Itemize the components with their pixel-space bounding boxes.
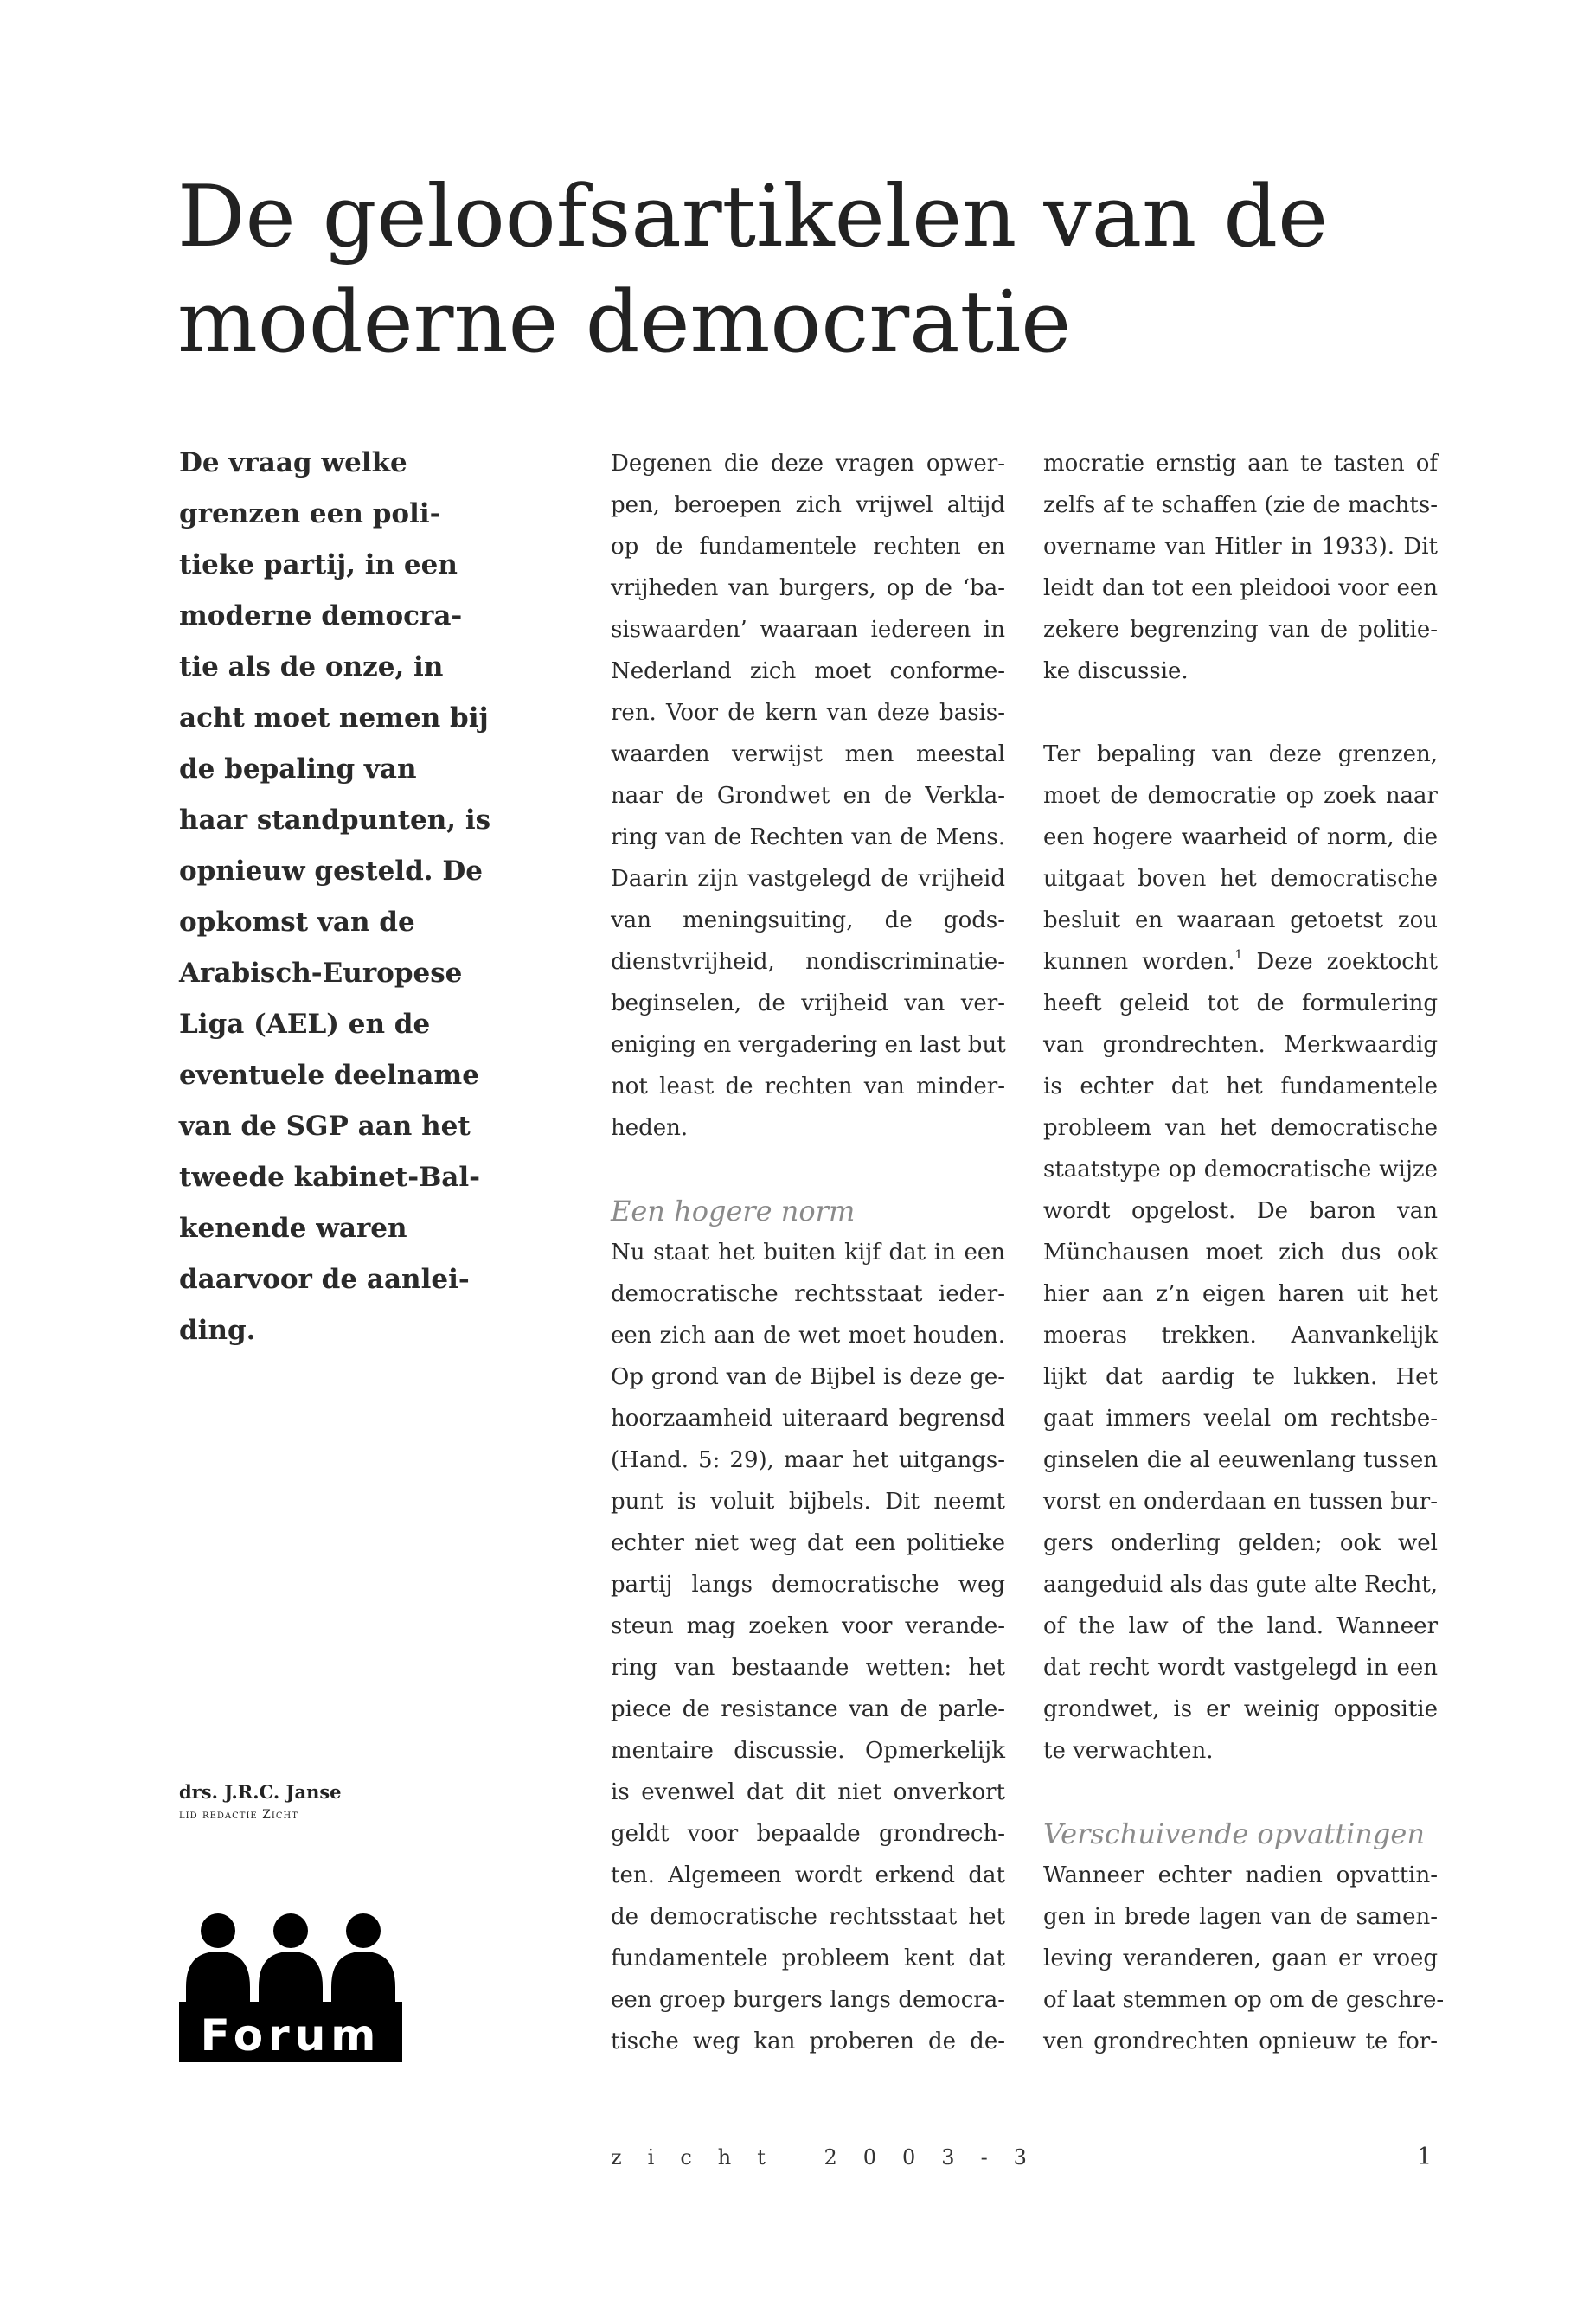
paragraph-line: of the law of the land. Wanneer [1043,1613,1438,1639]
paragraph-line: naar de Grondwet en de Verkla- [611,783,1005,809]
footer-page-number: 1 [1417,2144,1433,2170]
paragraph-line: eniging en vergadering en last but [611,1032,1006,1058]
paragraph-line: hier aan z’n eigen haren uit het [1043,1281,1438,1307]
paragraph-line: moet de democratie op zoek naar [1043,783,1438,809]
paragraph-line: democratische rechtsstaat ieder- [611,1281,1005,1307]
column2-paragraph-2 [611,1232,1005,2062]
paragraph-line: not least de rechten van minder- [611,1074,1005,1099]
intro-line: tieke partij, in een [179,549,458,580]
forum-people-icon [179,1913,402,2062]
forum-label: Forum [200,2010,381,2061]
paragraph-line: Münchausen moet zich dus ook [1043,1240,1438,1266]
article-title [177,164,1440,375]
paragraph-line: siswaarden’ waaraan iedereen in [611,617,1005,643]
paragraph-line: probleem van het democratische [1043,1115,1438,1141]
author-block [179,1780,439,1825]
paragraph-line: geldt voor bepaalde grondrech- [611,1821,1005,1847]
intro-line: tie als de onze, in [179,651,444,683]
paragraph-line: ven grondrechten opnieuw te for- [1043,2029,1438,2054]
paragraph-line: dat recht wordt vastgelegd in een [1043,1655,1438,1681]
paragraph-line: zelfs af te schaffen (zie de machts- [1043,492,1438,518]
paragraph-gap [1043,692,1438,734]
paragraph-line: grondwet, is er weinig oppositie [1043,1696,1438,1722]
intro-line: tweede kabinet-Bal- [179,1162,481,1193]
footer-magazine-issue: zicht 2003-3 [611,2145,1053,2170]
intro-line: kenende waren [179,1213,407,1244]
paragraph-line: waarden verwijst men meestal [611,741,1005,767]
paragraph-line: lijkt dat aardig te lukken. Het [1043,1364,1438,1390]
paragraph-line: wordt opgelost. De baron van [1043,1198,1438,1224]
paragraph-line: te verwachten. [1043,1738,1214,1764]
paragraph-line: mocratie ernstig aan te tasten of [1043,451,1438,477]
paragraph-line: de democratische rechtsstaat het [611,1904,1005,1930]
paragraph-line: ren. Voor de kern van deze basis- [611,700,1005,726]
intro-line: de bepaling van [179,753,417,785]
paragraph-line: leving veranderen, gaan er vroeg [1043,1945,1438,1971]
paragraph-line: Wanneer echter nadien opvattin- [1043,1862,1438,1888]
paragraph-line: ginselen die al eeuwenlang tussen [1043,1447,1438,1473]
paragraph-line: ke discussie. [1043,658,1189,684]
paragraph-line: ring van bestaande wetten: het [611,1655,1005,1681]
paragraph-line: een groep burgers langs democra- [611,1987,1005,2013]
paragraph-line: aangeduid als das gute alte Recht, [1043,1572,1438,1598]
intro-line: opnieuw gesteld. De [179,856,483,887]
intro-line: opkomst van de [179,907,415,938]
intro-line: ding. [179,1315,256,1346]
paragraph-line: of laat stemmen op om de geschre- [1043,1987,1445,2013]
paragraph-line: Ter bepaling van deze grenzen, [1043,741,1438,767]
paragraph-line: heden. [611,1115,689,1141]
paragraph-line: (Hand. 5: 29), maar het uitgangs- [611,1447,1005,1473]
paragraph-line: een zich aan de wet moet houden. [611,1323,1005,1349]
paragraph-line: staatstype op democratische wijze [1043,1157,1438,1183]
paragraph-line: is evenwel dat dit niet onverkort [611,1779,1005,1805]
paragraph-line: Nederland zich moet conforme- [611,658,1005,684]
paragraph-line: Nu staat het buiten kijf dat in een [611,1240,1005,1266]
column3-paragraph-3 [1043,1855,1445,2062]
intro-line: haar standpunten, is [179,804,491,836]
paragraph-line: van grondrechten. Merkwaardig [1043,1032,1438,1058]
paragraph-line: gaat immers veelal om rechtsbe- [1043,1406,1438,1432]
forum-logo [179,1913,402,2062]
intro-line: Arabisch-Europese [179,958,463,989]
column3-paragraph-2 [1043,734,1438,1772]
paragraph-line: besluit en waaraan getoetst zou [1043,907,1438,933]
paragraph-line: ring van de Rechten van de Mens. [611,824,1005,850]
column3-paragraph-1 [1043,443,1438,692]
paragraph-line: uitgaat boven het democratische [1043,866,1438,892]
author-role: lid redactie Zicht [179,1808,298,1822]
paragraph-line: steun mag zoeken voor verande- [611,1613,1005,1639]
paragraph-line: punt is voluit bijbels. Dit neemt [611,1489,1005,1515]
intro-lead [179,438,503,1356]
intro-line: acht moet nemen bij [179,702,489,734]
paragraph-line: een hogere waarheid of norm, die [1043,824,1438,850]
intro-line: grenzen een poli- [179,498,441,529]
paragraph-line: gen in brede lagen van de samen- [1043,1904,1438,1930]
intro-line: eventuele deelname [179,1060,479,1091]
body-column-2 [611,443,1005,2062]
paragraph-line: Daarin zijn vastgelegd de vrijheid [611,866,1005,892]
paragraph-line: ten. Algemeen wordt erkend dat [611,1862,1005,1888]
paragraph-line: gers onderling gelden; ook wel [1043,1530,1438,1556]
paragraph-line: piece de resistance van de parle- [611,1696,1005,1722]
author-name: drs. J.R.C. Janse [179,1781,342,1803]
paragraph-line: leidt dan tot een pleidooi voor een [1043,575,1438,601]
intro-line: moderne democra- [179,600,463,631]
body-column-3 [1043,443,1445,2062]
paragraph-line: beginselen, de vrijheid van ver- [611,990,1005,1016]
section-heading-hogere-norm: Een hogere norm [611,1195,856,1227]
paragraph-line: Degenen die deze vragen opwer- [611,451,1005,477]
paragraph-line: van meningsuiting, de gods- [611,907,1005,933]
paragraph-line: heeft geleid tot de formulering [1043,990,1438,1016]
paragraph-line: op de fundamentele rechten en [611,534,1005,560]
paragraph-line-footnote: kunnen worden.$^1$ Deze zoektocht [1043,948,1438,975]
section-heading-verschuivende-opvattingen: Verschuivende opvattingen [1043,1817,1425,1850]
intro-line: De vraag welke [179,447,407,478]
paragraph-line: echter niet weg dat een politieke [611,1530,1005,1556]
title-line-2: moderne democratie [177,273,1072,372]
title-line-1: De geloofsartikelen van de [177,168,1329,266]
paragraph-gap [611,1149,1005,1190]
paragraph-line: vorst en onderdaan en tussen bur- [1043,1489,1438,1515]
column2-paragraph-1 [611,443,1005,1149]
paragraph-line: overname van Hitler in 1933). Dit [1043,534,1438,560]
paragraph-line: pen, beroepen zich vrijwel altijd [611,492,1005,518]
intro-line: van de SGP aan het [179,1111,471,1142]
paragraph-line: is echter dat het fundamentele [1043,1074,1438,1099]
intro-line: Liga (AEL) en de [179,1009,431,1040]
paragraph-line: mentaire discussie. Opmerkelijk [611,1738,1005,1764]
footnote-mark[interactable]: 1 [1234,948,1243,962]
paragraph-gap [1043,1772,1438,1813]
paragraph-line: Op grond van de Bijbel is deze ge- [611,1364,1005,1390]
intro-line: daarvoor de aanlei- [179,1264,470,1295]
paragraph-line: moeras trekken. Aanvankelijk [1043,1323,1438,1349]
paragraph-line: tische weg kan proberen de de- [611,2029,1005,2054]
paragraph-line: zekere begrenzing van de politie- [1043,617,1438,643]
paragraph-line: vrijheden van burgers, op de ‘ba- [611,575,1005,601]
paragraph-line: dienstvrijheid, nondiscriminatie- [611,949,1005,975]
paragraph-line: partij langs democratische weg [611,1572,1005,1598]
paragraph-line: fundamentele probleem kent dat [611,1945,1005,1971]
paragraph-line: hoorzaamheid uiteraard begrensd [611,1406,1005,1432]
